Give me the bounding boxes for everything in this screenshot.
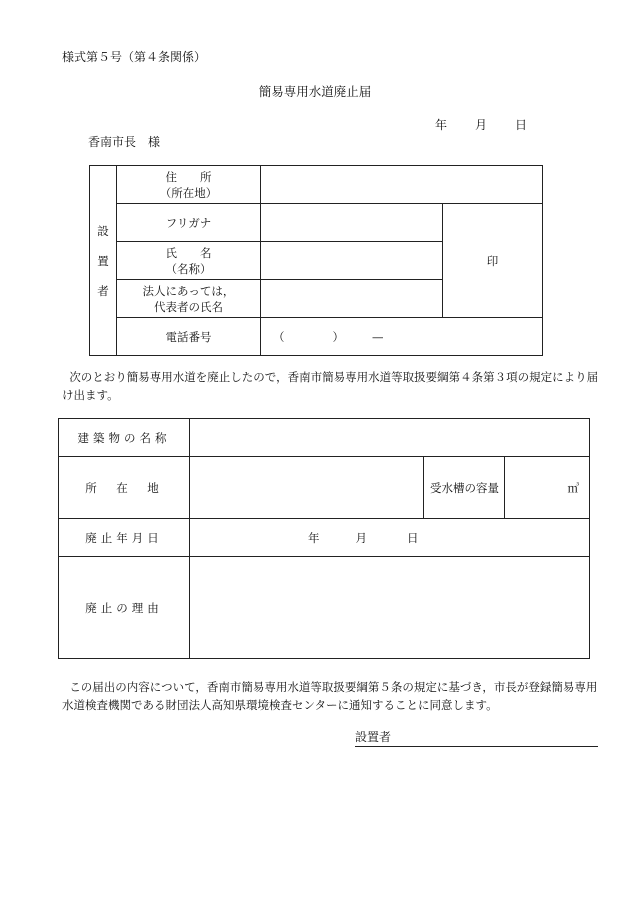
date-year: 年 — [435, 118, 448, 132]
submission-date — [435, 116, 527, 133]
abolish-reason-field[interactable] — [190, 557, 590, 659]
installer-side-label: 設 置 者 — [90, 166, 117, 356]
address-field[interactable] — [261, 166, 543, 204]
furigana-label: フリガナ — [117, 204, 261, 242]
facility-table — [58, 418, 590, 659]
abolish-date-field[interactable]: 年 月 日 — [190, 519, 590, 557]
location-label: 所 在 地 — [59, 457, 190, 519]
form-number: 様式第５号（第４条関係） — [62, 50, 207, 64]
statement-consent: この届出の内容について，香南市簡易専用水道等取扱要綱第５条の規定に基づき，市長が登録簡易専用水道検査機関である財団法人高知県環境検査センターに通知することに同意します。 — [62, 680, 598, 712]
applicant-table — [89, 165, 543, 356]
furigana-field[interactable] — [261, 204, 443, 242]
statement-abolition: 次のとおり簡易専用水道を廃止したので，香南市簡易専用水道等取扱要綱第４条第３項の規定により届け出ます。 — [62, 370, 599, 402]
phone-label: 電話番号 — [117, 318, 261, 356]
addressee: 香南市長 様 — [88, 135, 161, 149]
tank-capacity-field[interactable] — [505, 457, 590, 519]
representative-field[interactable] — [261, 280, 443, 318]
seal-stamp: 印 — [443, 204, 543, 318]
name-label: 氏 名 （名称） — [117, 242, 261, 280]
abolish-reason-label: 廃止の理由 — [59, 557, 190, 659]
location-field[interactable] — [190, 457, 424, 519]
building-name-label: 建築物の名称 — [59, 419, 190, 457]
abolish-date-label: 廃止年月日 — [59, 519, 190, 557]
building-name-field[interactable] — [190, 419, 590, 457]
representative-label: 法人にあっては， 代表者の氏名 — [117, 280, 261, 318]
phone-field[interactable]: （ ） — — [261, 318, 543, 356]
name-field[interactable] — [261, 242, 443, 280]
tank-unit: ㎥ — [567, 480, 579, 495]
date-day: 日 — [515, 118, 528, 132]
address-label: 住 所 （所在地） — [117, 166, 261, 204]
document-title: 簡易専用水道廃止届 — [258, 84, 372, 99]
tank-capacity-label: 受水槽の容量 — [424, 457, 505, 519]
installer-signature-line[interactable]: 設置者 — [355, 728, 598, 747]
date-month: 月 — [475, 118, 488, 132]
